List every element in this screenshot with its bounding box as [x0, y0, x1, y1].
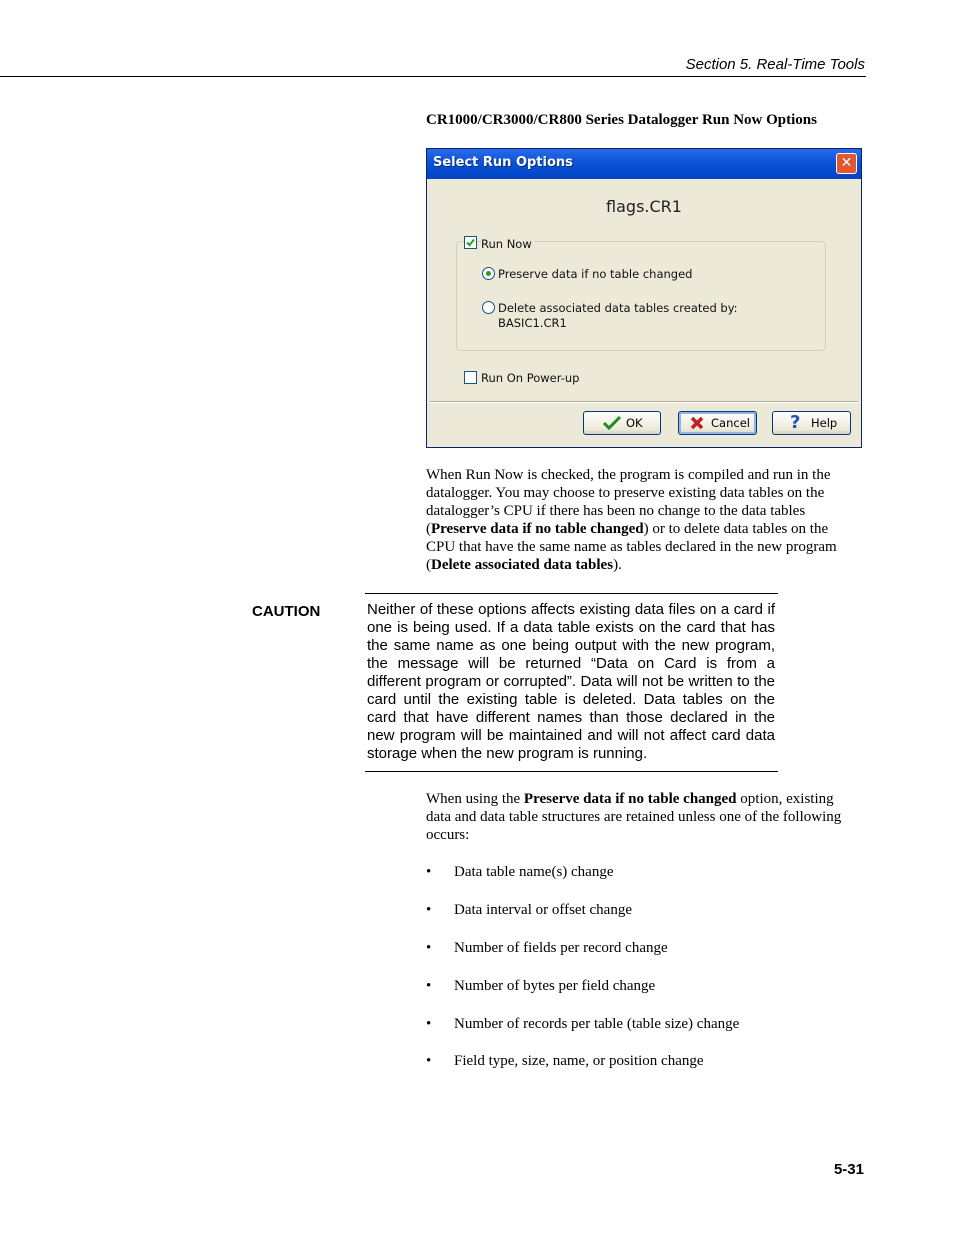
para-line: When using the Preserve data if no table changed option, existing: [426, 791, 834, 807]
run-now-group: [456, 241, 826, 351]
delete-source-file: BASIC1.CR1: [498, 316, 567, 330]
run-now-description: [426, 467, 866, 574]
bullet-icon: •: [426, 940, 432, 956]
select-run-options-dialog: [426, 148, 862, 448]
radio-selected-dot: [486, 271, 491, 276]
dialog-titlebar[interactable]: [427, 149, 861, 179]
run-now-label[interactable]: Run Now: [481, 237, 532, 251]
delete-tables-label[interactable]: Delete associated data tables created by:: [498, 301, 738, 315]
list-item: Number of bytes per field change: [454, 978, 656, 994]
preserve-option-name: Preserve data if no table changed: [431, 520, 644, 537]
para-line: occurs:: [426, 826, 470, 843]
checkmark-icon: [465, 237, 476, 248]
bullet-icon: •: [426, 1016, 432, 1032]
close-icon: ✕: [840, 155, 853, 171]
header-rule: [0, 76, 866, 77]
ok-button[interactable]: [583, 411, 661, 435]
ok-label: OK: [626, 416, 643, 430]
para-line: datalogger’s CPU if there has been no change to the data tables: [426, 502, 806, 519]
run-on-power-up-label[interactable]: Run On Power-up: [481, 371, 580, 385]
preserve-option-name: Preserve data if no table changed: [523, 791, 737, 807]
run-on-power-up-checkbox[interactable]: [464, 371, 477, 384]
list-item: Field type, size, name, or position change: [454, 1053, 704, 1069]
para-line: (Preserve data if no table changed) or to delete data tables on the: [426, 520, 829, 537]
para-line: When Run Now is checked, the program is compiled and run in the: [426, 467, 831, 483]
dialog-title: Select Run Options: [433, 155, 573, 170]
list-item: Data table name(s) change: [454, 864, 614, 880]
preserve-data-label[interactable]: Preserve data if no table changed: [498, 267, 693, 281]
para-line: CPU that have the same name as tables declared in the new program: [426, 538, 837, 555]
cancel-x-icon: [689, 415, 705, 431]
program-filename: flags.CR1: [606, 197, 682, 216]
page-number: 5-31: [833, 1161, 864, 1178]
caution-top-rule: [365, 593, 778, 594]
list-item: Data interval or offset change: [454, 902, 632, 918]
para-line: datalogger. You may choose to preserve existing data tables on the: [426, 484, 825, 501]
run-now-checkbox[interactable]: [464, 236, 477, 249]
bullet-icon: •: [426, 1053, 432, 1069]
cancel-button[interactable]: [678, 411, 757, 435]
help-button[interactable]: [772, 411, 851, 435]
help-label: Help: [811, 416, 838, 430]
caution-bottom-rule: [365, 771, 778, 772]
list-item: Number of records per table (table size) change: [454, 1016, 740, 1032]
caution-label: CAUTION: [252, 603, 321, 620]
bullet-icon: •: [426, 864, 432, 880]
dialog-body: [430, 179, 858, 445]
cancel-label: Cancel: [711, 416, 750, 430]
delete-tables-radio[interactable]: [482, 301, 495, 314]
checkmark-icon: [602, 415, 622, 431]
delete-option-name: Delete associated data tables: [431, 556, 614, 573]
running-header: Section 5. Real-Time Tools: [685, 56, 865, 73]
para-line: data and data table structures are retained unless one of the following: [426, 808, 842, 825]
caution-text: Neither of these options affects existing data files on a card if one is being used. If a data table exists on the card that has the same name as one being output with the new program, the message will be returned “Data on Card is from a different program or corrupted”. Data will not be written to the card until the existing table is deleted. Data tables on the card that have different names than those declared in the new program will be maintained and will not affect card data storage when the new program is running.: [367, 601, 775, 762]
preserve-description: [426, 791, 866, 845]
list-item: Number of fields per record change: [454, 940, 668, 956]
para-line: (Delete associated data tables).: [426, 556, 622, 573]
figure-caption: CR1000/CR3000/CR800 Series Datalogger Run Now Options: [426, 112, 817, 128]
bullet-icon: •: [426, 978, 432, 994]
close-button[interactable]: [836, 153, 857, 174]
button-separator: [430, 401, 858, 403]
bullet-icon: •: [426, 902, 432, 918]
preserve-data-radio[interactable]: [482, 267, 495, 280]
help-question-icon: ?: [790, 412, 801, 433]
